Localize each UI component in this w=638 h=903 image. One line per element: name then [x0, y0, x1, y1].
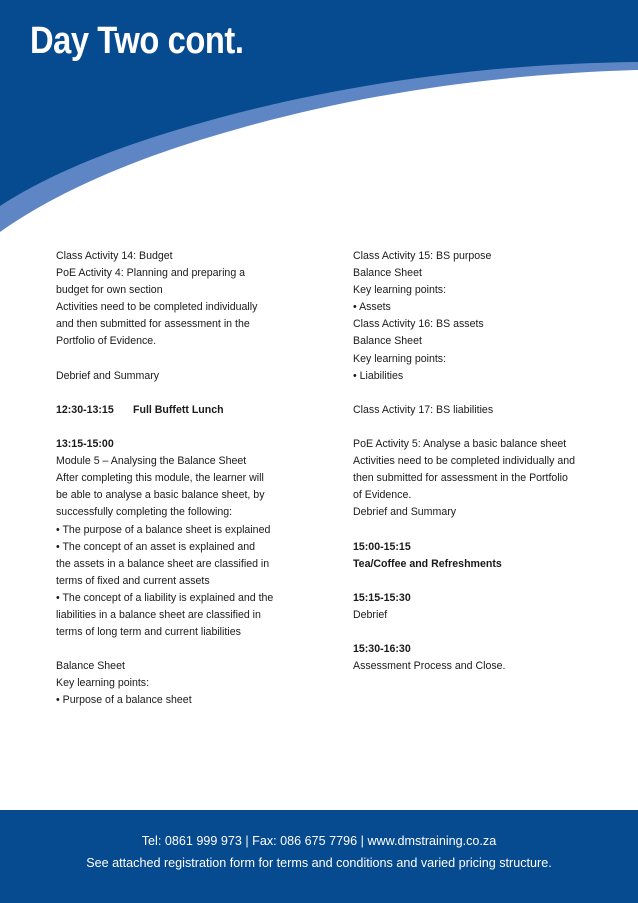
close-time: 15:30-16:30 — [353, 643, 411, 656]
close-label: Assessment Process and Close. — [353, 660, 506, 673]
text-line: Class Activity 16: BS assets — [353, 318, 484, 331]
lunch-row — [56, 402, 326, 419]
tea-label: Tea/Coffee and Refreshments — [353, 557, 502, 570]
text-line: the assets in a balance sheet are classified in — [56, 557, 270, 570]
footer-contact: Tel: 0861 999 973 | Fax: 086 675 7796 | www.dmstraining.co.za — [141, 834, 497, 848]
text-line: budget for own section — [56, 284, 163, 297]
page-title: Day Two cont. — [30, 20, 244, 62]
text-line: Key learning points: — [353, 284, 447, 297]
text-line: Balance Sheet — [353, 267, 422, 280]
left-column — [56, 248, 326, 710]
footer-note: See attached registration form for terms and conditions and varied pricing structure. — [86, 856, 552, 870]
text-line: liabilities in a balance sheet are classified in — [56, 608, 261, 621]
text-line: be able to analyse a basic balance sheet, by — [56, 489, 265, 502]
lunch-time: 12:30-13:15 — [56, 403, 114, 416]
debrief-label: Debrief — [353, 608, 388, 621]
text-line: of Evidence. — [353, 489, 412, 502]
text-line: • Assets — [353, 301, 391, 314]
text-line: Class Activity 15: BS purpose — [353, 250, 492, 262]
text-line: • Purpose of a balance sheet — [56, 694, 192, 707]
text-line: then submitted for assessment in the Portfolio — [353, 472, 568, 485]
text-line: • The concept of an asset is explained and — [56, 540, 256, 553]
text-line: terms of long term and current liabilities — [56, 626, 241, 639]
text-line: Balance Sheet — [56, 660, 125, 673]
text-line: and then submitted for assessment in the — [56, 318, 250, 331]
text-line: Portfolio of Evidence. — [56, 335, 157, 348]
text-line: • Liabilities — [353, 369, 404, 382]
session-time: 13:15-15:00 — [56, 438, 114, 451]
text-line: Activities need to be completed individually — [56, 301, 258, 314]
text-line: PoE Activity 5: Analyse a basic balance sheet — [353, 438, 567, 451]
footer-banner — [0, 810, 638, 903]
text-line: • The concept of a liability is explained and the — [56, 591, 274, 604]
debrief-line: Debrief and Summary — [56, 369, 160, 382]
text-line: Activities need to be completed individually and — [353, 455, 576, 468]
text-line: Module 5 – Analysing the Balance Sheet — [56, 455, 247, 468]
text-line: Debrief and Summary — [353, 506, 457, 519]
text-line: After completing this module, the learner will — [56, 472, 264, 485]
debrief-time: 15:15-15:30 — [353, 591, 411, 604]
activity-17-line: Class Activity 17: BS liabilities — [353, 403, 494, 416]
text-line: Balance Sheet — [353, 335, 422, 348]
text-line: • The purpose of a balance sheet is explained — [56, 523, 271, 536]
text-line: Class Activity 14: Budget — [56, 250, 173, 262]
text-line: Key learning points: — [56, 677, 150, 690]
tea-time: 15:00-15:15 — [353, 540, 411, 553]
text-line: PoE Activity 4: Planning and preparing a — [56, 267, 246, 280]
text-line: Key learning points: — [353, 352, 447, 365]
right-column — [353, 248, 623, 675]
lunch-label: Full Buffett Lunch — [133, 403, 224, 416]
text-line: successfully completing the following: — [56, 506, 233, 519]
text-line: terms of fixed and current assets — [56, 574, 210, 587]
